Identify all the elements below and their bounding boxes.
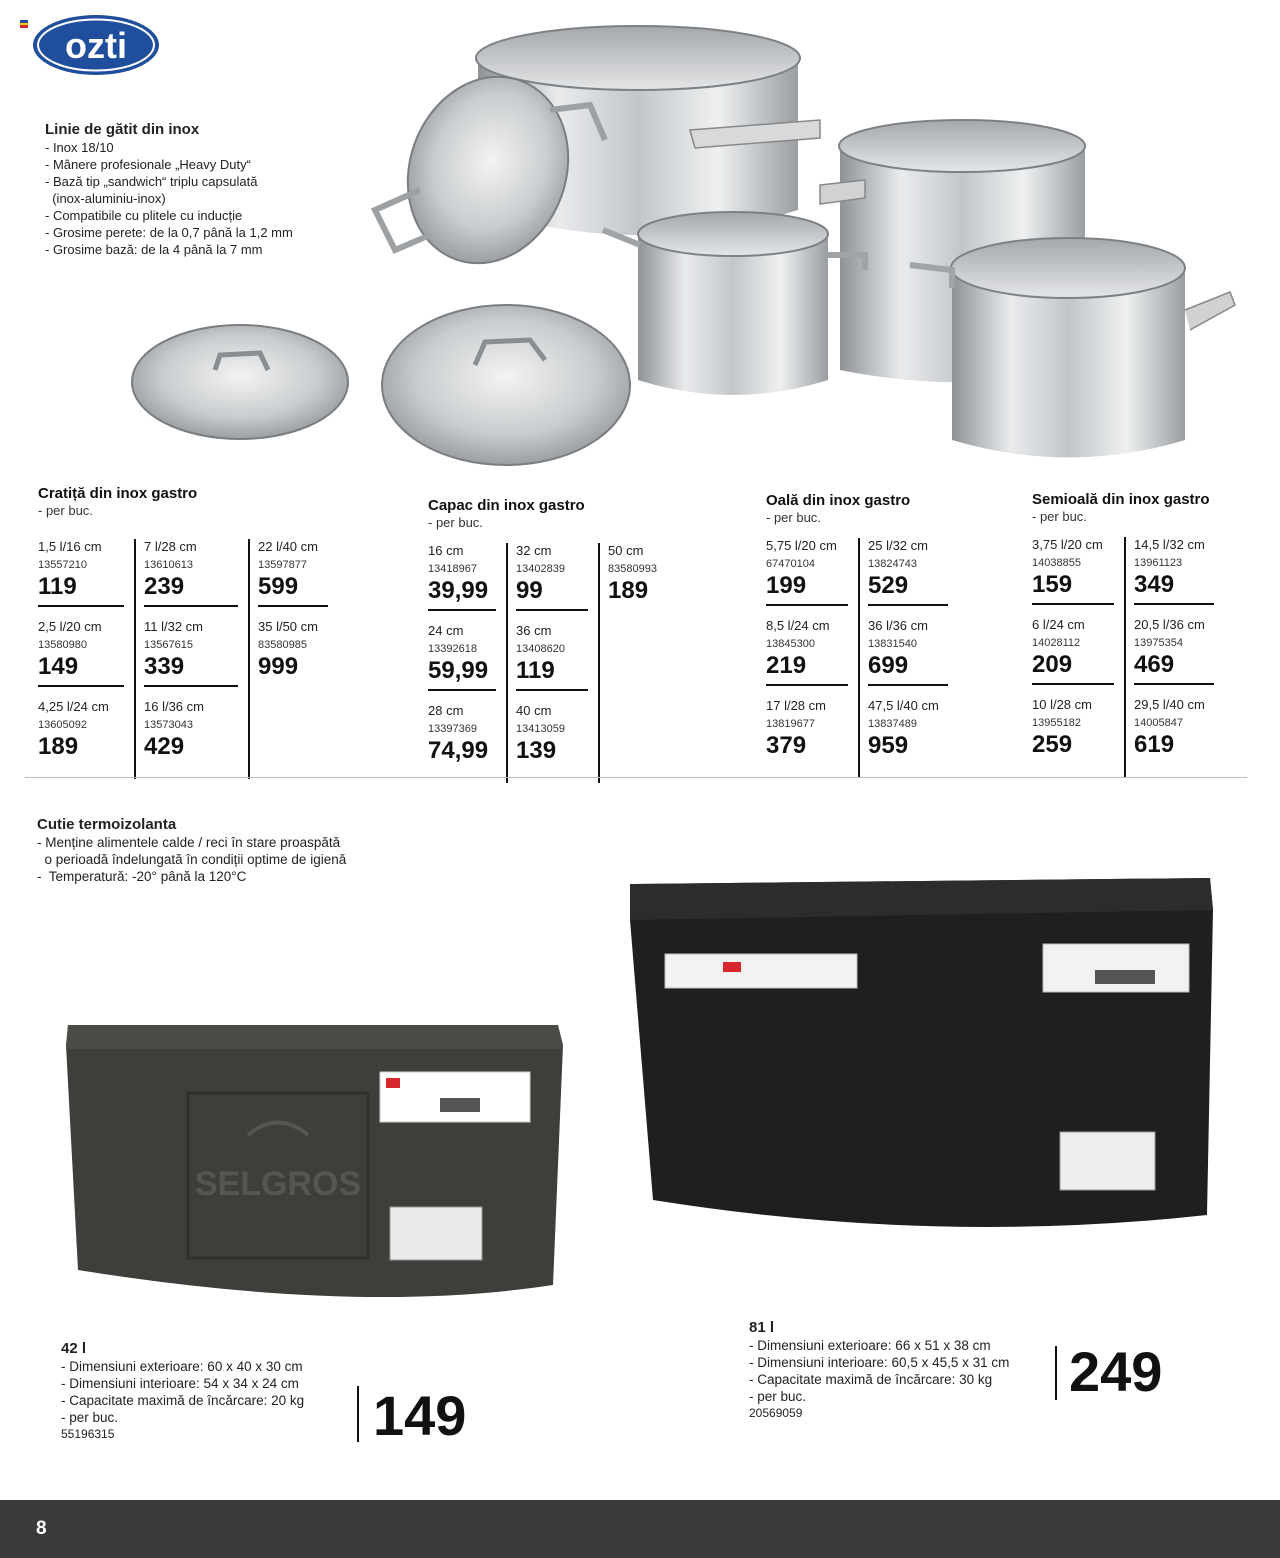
feature-line: - Bază tip „sandwich“ triplu capsulată bbox=[45, 174, 258, 189]
lid-small bbox=[132, 325, 348, 439]
front-pot bbox=[910, 238, 1235, 458]
spec-line: - Dimensiuni exterioare: 60 x 40 x 30 cm bbox=[61, 1359, 303, 1374]
price-cell: 11 l/32 cm 13567615 339 bbox=[144, 619, 238, 687]
table-subtitle: - per buc. bbox=[766, 510, 821, 525]
spec-line: - Dimensiuni interioare: 54 x 34 x 24 cm bbox=[61, 1376, 299, 1391]
spec-line: - Dimensiuni exterioare: 66 x 51 x 38 cm bbox=[749, 1338, 991, 1353]
feature-line: - Menține alimentele calde / reci în stare proaspătă bbox=[37, 835, 341, 850]
table-title: Cratiță din inox gastro bbox=[38, 485, 198, 502]
page-number: 8 bbox=[36, 1518, 47, 1539]
price-cell: 32 cm 13402839 99 bbox=[516, 543, 588, 611]
feature-line: (inox-aluminiu-inox) bbox=[45, 191, 166, 206]
table-subtitle: - per buc. bbox=[1032, 509, 1087, 524]
box-42-price: 149 bbox=[357, 1386, 497, 1442]
section-divider bbox=[25, 777, 1247, 778]
box-81-info bbox=[749, 1318, 1049, 1422]
table-subtitle: - per buc. bbox=[38, 503, 93, 518]
price-table-oala bbox=[766, 492, 966, 778]
price-cell: 36 cm 13408620 119 bbox=[516, 623, 588, 691]
middle-pot bbox=[603, 212, 865, 395]
thermobox-description bbox=[37, 815, 417, 885]
cookware-image bbox=[120, 20, 1250, 475]
thermobox-42-image bbox=[58, 1015, 568, 1305]
price-cell: 4,25 l/24 cm 13605092 189 bbox=[38, 699, 109, 760]
price-cell: 8,5 l/24 cm 13845300 219 bbox=[766, 618, 848, 686]
price-cell: 35 l/50 cm 83580985 999 bbox=[258, 619, 318, 680]
price-table-semioala bbox=[1032, 491, 1232, 777]
cookware-title: Linie de gătit din inox bbox=[45, 121, 200, 138]
feature-line: - Mânere profesionale „Heavy Duty“ bbox=[45, 157, 251, 172]
price-cell: 20,5 l/36 cm 13975354 469 bbox=[1134, 617, 1214, 685]
price-cell: 16 l/36 cm 13573043 429 bbox=[144, 699, 204, 760]
box-42-info bbox=[61, 1339, 361, 1443]
table-title: Capac din inox gastro bbox=[428, 497, 585, 514]
price-cell: 36 l/36 cm 13831540 699 bbox=[868, 618, 948, 686]
box-81-title: 81 l bbox=[749, 1319, 775, 1336]
price-cell: 2,5 l/20 cm 13580980 149 bbox=[38, 619, 124, 687]
price-cell: 3,75 l/20 cm 14038855 159 bbox=[1032, 537, 1114, 605]
feature-line: - Grosime perete: de la 0,7 până la 1,2 mm bbox=[45, 225, 293, 240]
price-cell: 6 l/24 cm 14028112 209 bbox=[1032, 617, 1114, 685]
table-title: Semioală din inox gastro bbox=[1032, 491, 1210, 508]
spec-line: - per buc. bbox=[61, 1410, 119, 1425]
feature-line: o perioadă îndelungată în condiții optime de igienă bbox=[37, 852, 347, 867]
embossed-brand: SELGROS bbox=[194, 1165, 362, 1203]
price-cell: 50 cm 83580993 189 bbox=[608, 543, 657, 604]
box-42-title: 42 l bbox=[61, 1340, 87, 1357]
price-cell: 7 l/28 cm 13610613 239 bbox=[144, 539, 238, 607]
price-table-capac bbox=[428, 497, 696, 783]
table-title: Oală din inox gastro bbox=[766, 492, 911, 509]
price-cell: 47,5 l/40 cm 13837489 959 bbox=[868, 698, 939, 759]
price-cell: 25 l/32 cm 13824743 529 bbox=[868, 538, 948, 606]
box-81-price: 249 bbox=[1055, 1346, 1195, 1402]
feature-line: - Inox 18/10 bbox=[45, 140, 114, 155]
price-cell: 28 cm 13397369 74,99 bbox=[428, 703, 489, 764]
feature-line: - Grosime bază: de la 4 până la 7 mm bbox=[45, 242, 263, 257]
price-cell: 29,5 l/40 cm 14005847 619 bbox=[1134, 697, 1205, 758]
spec-line: - per buc. bbox=[749, 1389, 807, 1404]
feature-line: - Temperatură: -20° până la 120°C bbox=[37, 869, 247, 884]
logo-text: ozti bbox=[65, 25, 127, 66]
flag-icon bbox=[20, 20, 28, 28]
spec-line: - Dimensiuni interioare: 60,5 x 45,5 x 31 cm bbox=[749, 1355, 1010, 1370]
price-cell: 10 l/28 cm 13955182 259 bbox=[1032, 697, 1092, 758]
feature-line: - Compatibile cu plitele cu inducție bbox=[45, 208, 243, 223]
price-cell: 17 l/28 cm 13819677 379 bbox=[766, 698, 826, 759]
table-subtitle: - per buc. bbox=[428, 515, 483, 530]
price-cell: 16 cm 13418967 39,99 bbox=[428, 543, 496, 611]
spec-line: - Capacitate maximă de încărcare: 30 kg bbox=[749, 1372, 993, 1387]
page-footer bbox=[0, 1500, 1280, 1558]
price-cell: 40 cm 13413059 139 bbox=[516, 703, 565, 764]
thermobox-81-image bbox=[625, 870, 1215, 1245]
price-cell: 24 cm 13392618 59,99 bbox=[428, 623, 496, 691]
product-code: 20569059 bbox=[749, 1406, 803, 1420]
spec-line: - Capacitate maximă de încărcare: 20 kg bbox=[61, 1393, 305, 1408]
price-cell: 22 l/40 cm 13597877 599 bbox=[258, 539, 328, 607]
price-cell: 1,5 l/16 cm 13557210 119 bbox=[38, 539, 124, 607]
lid-large bbox=[382, 305, 630, 465]
thermobox-title: Cutie termoizolanta bbox=[37, 816, 177, 833]
product-code: 55196315 bbox=[61, 1427, 115, 1441]
price-cell: 5,75 l/20 cm 67470104 199 bbox=[766, 538, 848, 606]
price-cell: 14,5 l/32 cm 13961123 349 bbox=[1134, 537, 1214, 605]
price-table-cratita bbox=[38, 485, 346, 779]
